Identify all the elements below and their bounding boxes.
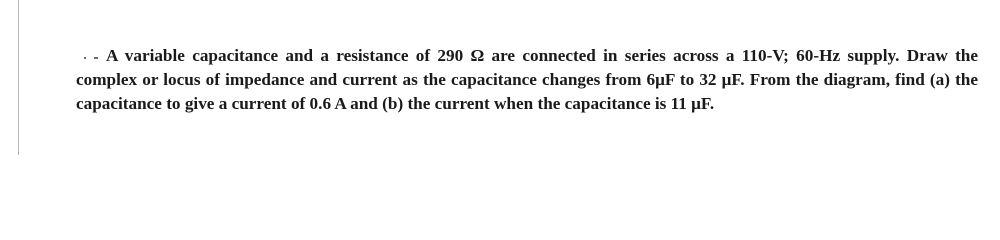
crop-mark: [94, 57, 98, 59]
left-border-line: [18, 0, 19, 155]
problem-statement: [76, 44, 978, 117]
crop-mark: [84, 57, 86, 59]
problem-text: A variable capacitance and a resistance of 290 Ω are connected in series across a 110-V; 60-Hz supply. Draw the complex or locus of impedance and current as the capacitance changes from 6μF to 32 μF. From the diagram, find (a) the capacitance to give a current of 0.6 A and (b) the current when the capacitance is 11 μF.: [76, 46, 978, 114]
